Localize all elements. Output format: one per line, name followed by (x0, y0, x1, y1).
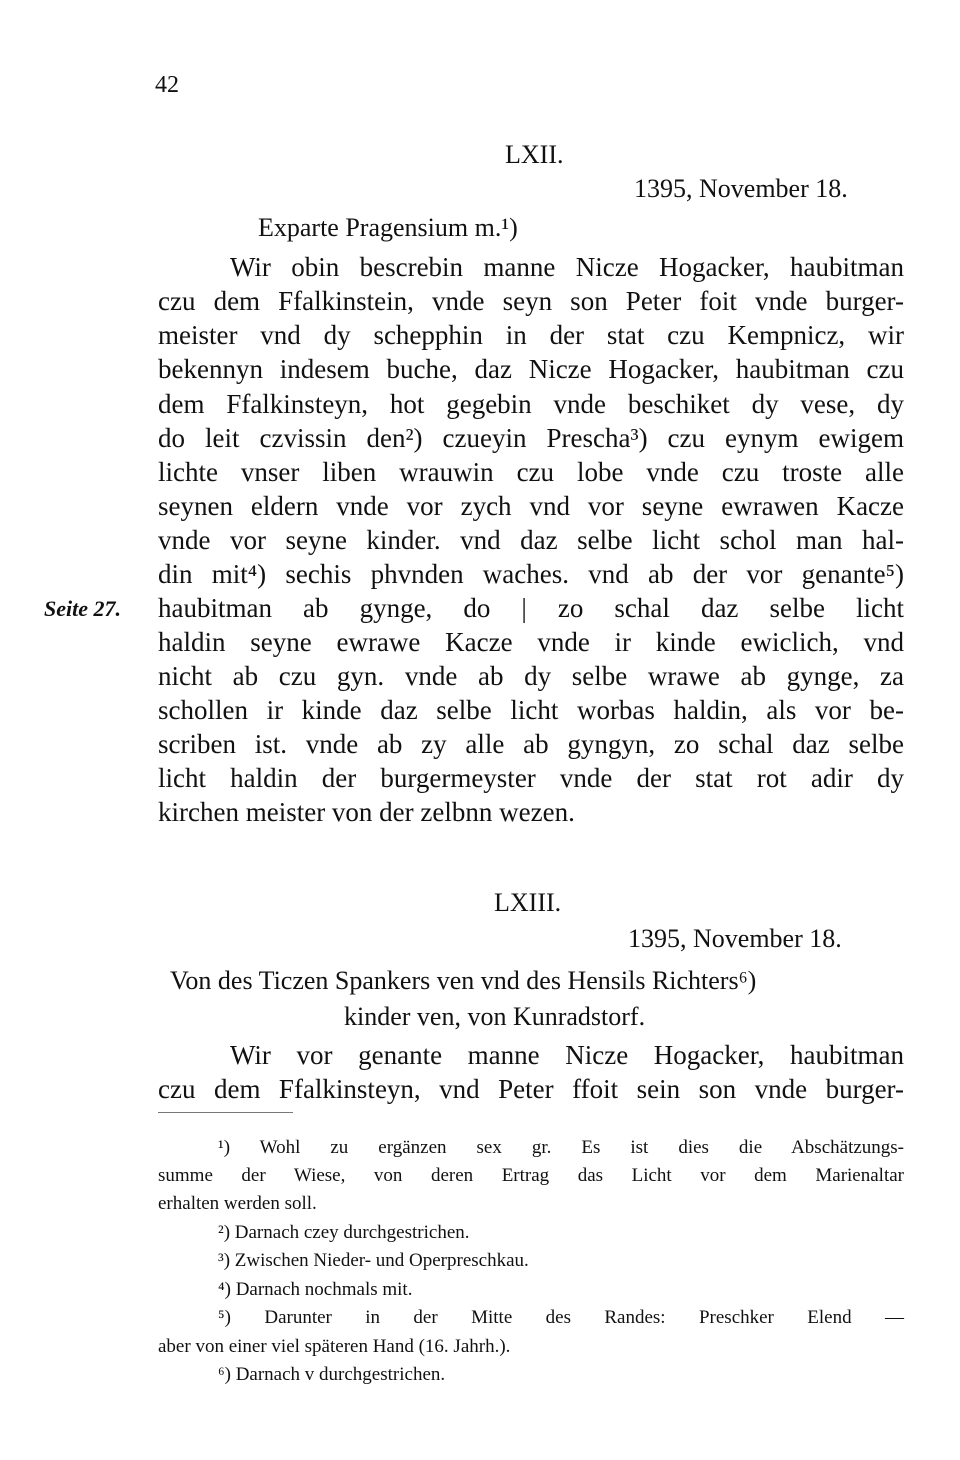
footnote-line: ³) Zwischen Nieder- und Operpreschkau. (218, 1250, 529, 1271)
footnote-line: ⁶) Darnach v durchgestrichen. (218, 1364, 446, 1385)
entry-title-lxii: Exparte Pragensium m.¹) (258, 213, 518, 242)
footnote-line: ⁵) Darunter in der Mitte des Randes: Preschker Elend — (218, 1307, 904, 1328)
body-line: nicht ab czu gyn. vnde ab dy selbe wrawe ab gynge, za (158, 661, 904, 691)
footnote-line: ⁴) Darnach nochmals mit. (218, 1279, 413, 1300)
body-line: dem Ffalkinsteyn, hot gegebin vnde beschiket dy vese, dy (158, 389, 904, 419)
page-number: 42 (155, 72, 179, 98)
margin-note: Seite 27. (44, 596, 121, 621)
entry-heading-lxiii: kinder ven, von Kunradstorf. (344, 1002, 646, 1031)
body-line: schollen ir kinde daz selbe licht worbas haldin, als vor be- (158, 695, 904, 725)
body-line: lichte vnser liben wrauwin czu lobe vnde czu troste alle (158, 457, 904, 487)
footnote-line: ²) Darnach czey durchgestrichen. (218, 1222, 470, 1243)
body-line: Wir obin bescrebin manne Nicze Hogacker, haubitman (230, 252, 904, 282)
body-line: haldin seyne ewrawe Kacze vnde ir kinde ewiclich, vnd (158, 627, 904, 657)
body-line: scriben ist. vnde ab zy alle ab gyngyn, zo schal daz selbe (158, 729, 904, 759)
entry-number-lxiii: LXIII. (494, 888, 562, 917)
entry-heading-lxiii: Von des Ticzen Spankers ven vnd des Hensils Richters⁶) (170, 966, 757, 995)
body-line: do leit czvissin den²) czueyin Prescha³) czu eynym ewigem (158, 423, 904, 453)
footnote-line: aber von einer viel späteren Hand (16. Jahrh.). (158, 1336, 511, 1357)
entry-date-lxii: 1395, November 18. (634, 174, 848, 203)
footnote-line: erhalten werden soll. (158, 1193, 317, 1214)
body-line: meister vnd dy schepphin in der stat czu Kempnicz, wir (158, 320, 904, 350)
body-line: czu dem Ffalkinstein, vnde seyn son Peter foit vnde burger- (158, 286, 904, 316)
entry-date-lxiii: 1395, November 18. (628, 924, 842, 953)
body-line: Wir vor genante manne Nicze Hogacker, haubitman (230, 1040, 904, 1070)
body-line: haubitman ab gynge, do | zo schal daz selbe licht (158, 593, 904, 623)
footnote-separator (158, 1112, 293, 1113)
body-line: kirchen meister von der zelbnn wezen. (158, 797, 575, 827)
body-line: seynen eldern vnde vor zych vnd vor seyne ewrawen Kacze (158, 491, 904, 521)
entry-number-lxii: LXII. (505, 140, 564, 169)
body-line: vnde vor seyne kinder. vnd daz selbe licht schol man hal- (158, 525, 904, 555)
body-line: czu dem Ffalkinsteyn, vnd Peter ffoit sein son vnde burger- (158, 1074, 904, 1104)
footnote-line: ¹) Wohl zu ergänzen sex gr. Es ist dies die Abschätzungs- (218, 1137, 904, 1158)
body-line: bekennyn indesem buche, daz Nicze Hogacker, haubitman czu (158, 354, 904, 384)
body-line: din mit⁴) sechis phvnden waches. vnd ab der vor genante⁵) (158, 559, 904, 589)
footnote-line: summe der Wiese, von deren Ertrag das Licht vor dem Marienaltar (158, 1165, 904, 1186)
body-line: licht haldin der burgermeyster vnde der stat rot adir dy (158, 763, 904, 793)
